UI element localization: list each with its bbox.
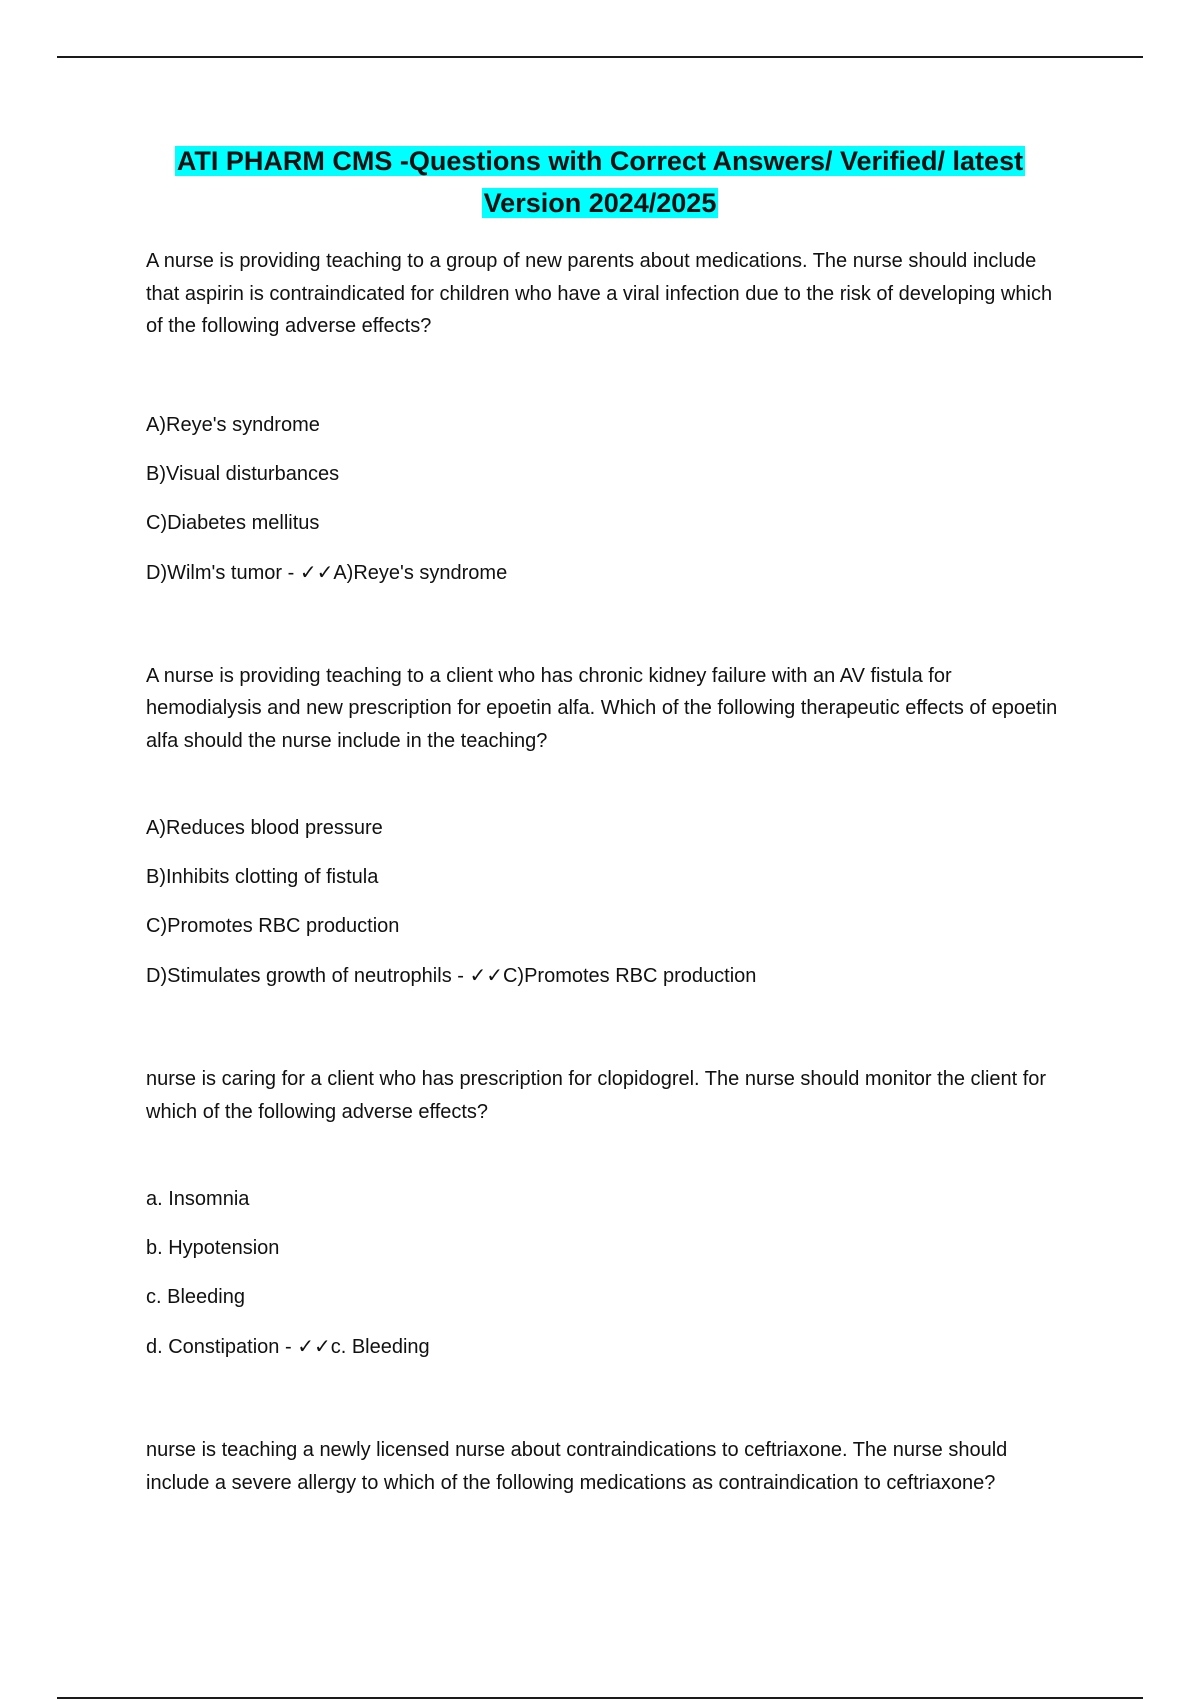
question-text: nurse is caring for a client who has prescription for clopidogrel. The nurse should monitor the client for which of the following adverse effects? xyxy=(146,1068,1047,1123)
answer-option: a. Insomnia xyxy=(146,1188,250,1210)
answer-option-with-key xyxy=(146,1332,1066,1362)
answer-option: B)Inhibits clotting of fistula xyxy=(146,866,379,888)
question-text: A nurse is providing teaching to a client who has chronic kidney failure with an AV fistula for hemodialysis and new prescription for epoetin alfa. Which of the following therapeutic effects of epoetin alfa should the nurse include in the teaching? xyxy=(146,664,1058,752)
answer-option: C)Promotes RBC production xyxy=(146,915,400,937)
answer-option-text: d. Constipation - xyxy=(146,1336,298,1358)
answer-option-text: D)Stimulates growth of neutrophils - xyxy=(146,965,470,987)
answer-option: c. Bleeding xyxy=(146,1286,245,1308)
correct-answer: A)Reye's syndrome xyxy=(333,561,508,584)
question-text: nurse is teaching a newly licensed nurse about contraindications to ceftriaxone. The nurse should include a severe allergy to which of the following medications as contraindication to ceftriaxone? xyxy=(146,1439,1008,1494)
answer-option-with-key xyxy=(146,961,1066,991)
answer-option-with-key xyxy=(146,558,1066,588)
double-check-icon: ✓✓ xyxy=(297,1334,331,1358)
answer-options xyxy=(146,814,1066,991)
question-block xyxy=(146,660,1066,992)
answer-option: B)Visual disturbances xyxy=(146,462,340,485)
answer-option: A)Reye's syndrome xyxy=(146,413,320,436)
title-line-1: ATI PHARM CMS -Questions with Correct Answers/ Verified/ latest xyxy=(176,146,1024,176)
document-title xyxy=(146,140,1054,224)
top-rule xyxy=(57,56,1143,58)
title-line-2: Version 2024/2025 xyxy=(483,188,717,218)
double-check-icon: ✓✓ xyxy=(299,559,334,584)
bottom-rule xyxy=(57,1697,1143,1699)
question-list xyxy=(146,245,1066,1571)
question-block xyxy=(146,245,1066,588)
answer-option: C)Diabetes mellitus xyxy=(146,511,320,534)
double-check-icon: ✓✓ xyxy=(469,963,503,987)
answer-options xyxy=(146,1185,1066,1362)
question-block xyxy=(146,1063,1066,1362)
question-block xyxy=(146,1434,1066,1499)
answer-options xyxy=(146,411,1066,588)
correct-answer: c. Bleeding xyxy=(330,1336,430,1358)
question-text: A nurse is providing teaching to a group of new parents about medications. The nurse should include that aspirin is contraindicated for children who have a viral infection due to the risk of developing which of the following adverse effects? xyxy=(146,250,1053,337)
answer-option: b. Hypotension xyxy=(146,1237,280,1259)
answer-option: A)Reduces blood pressure xyxy=(146,817,383,839)
answer-option-text: D)Wilm's tumor - xyxy=(146,561,300,584)
correct-answer: C)Promotes RBC production xyxy=(502,965,757,987)
